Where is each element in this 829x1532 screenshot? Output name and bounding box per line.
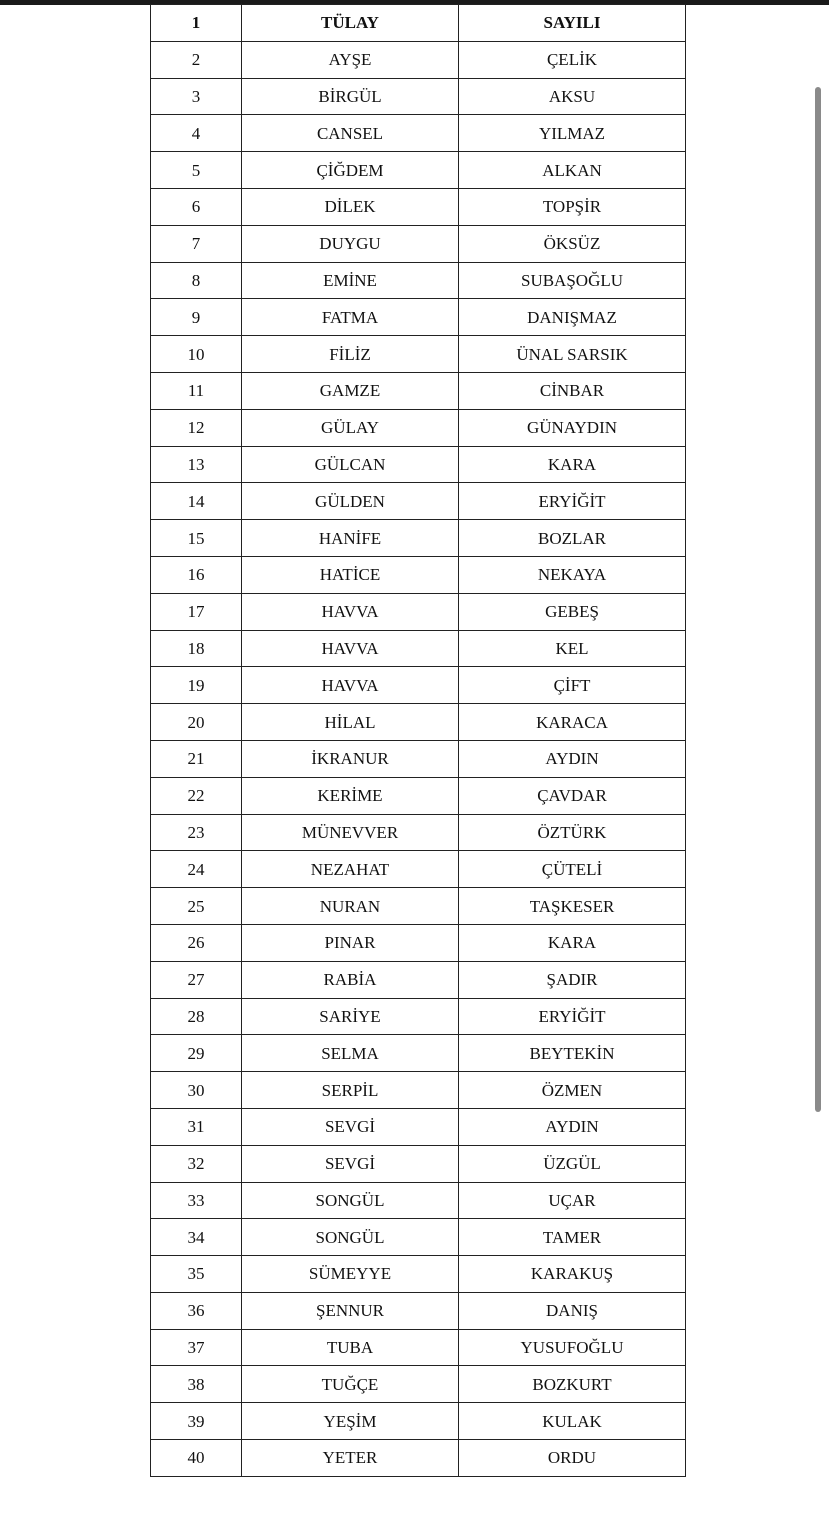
- last-name: CİNBAR: [459, 372, 686, 409]
- last-name: GÜNAYDIN: [459, 409, 686, 446]
- table-row: [151, 1145, 686, 1182]
- last-name: YUSUFOĞLU: [459, 1329, 686, 1366]
- last-name: UÇAR: [459, 1182, 686, 1219]
- last-name: ÜNAL SARSIK: [459, 336, 686, 373]
- last-name: ALKAN: [459, 152, 686, 189]
- first-name: HİLAL: [242, 704, 459, 741]
- table-row: [151, 704, 686, 741]
- table-row: [151, 777, 686, 814]
- last-name: AKSU: [459, 78, 686, 115]
- table-row: [151, 814, 686, 851]
- last-name: ÇELİK: [459, 41, 686, 78]
- first-name: SONGÜL: [242, 1219, 459, 1256]
- table-row: [151, 998, 686, 1035]
- last-name: ŞADIR: [459, 961, 686, 998]
- table-row: [151, 188, 686, 225]
- first-name: SÜMEYYE: [242, 1256, 459, 1293]
- row-number: 12: [151, 409, 242, 446]
- first-name: HATİCE: [242, 556, 459, 593]
- row-number: 20: [151, 704, 242, 741]
- first-name: YETER: [242, 1440, 459, 1477]
- table-row: [151, 152, 686, 189]
- first-name: HAVVA: [242, 630, 459, 667]
- last-name: ORDU: [459, 1440, 686, 1477]
- row-number: 21: [151, 740, 242, 777]
- first-name: SEVGİ: [242, 1145, 459, 1182]
- table-row: [151, 262, 686, 299]
- table-row: [151, 888, 686, 925]
- table-row: [151, 5, 686, 42]
- first-name: NEZAHAT: [242, 851, 459, 888]
- table-row: [151, 851, 686, 888]
- row-number: 27: [151, 961, 242, 998]
- row-number: 18: [151, 630, 242, 667]
- row-number: 16: [151, 556, 242, 593]
- last-name: KARAKUŞ: [459, 1256, 686, 1293]
- table-row: [151, 372, 686, 409]
- last-name: BOZLAR: [459, 520, 686, 557]
- row-number: 38: [151, 1366, 242, 1403]
- row-number: 1: [151, 5, 242, 42]
- row-number: 4: [151, 115, 242, 152]
- row-number: 39: [151, 1403, 242, 1440]
- table-row: [151, 1366, 686, 1403]
- last-name: ÖZMEN: [459, 1072, 686, 1109]
- last-name: KULAK: [459, 1403, 686, 1440]
- first-name: PINAR: [242, 924, 459, 961]
- first-name: NURAN: [242, 888, 459, 925]
- last-name: ÇAVDAR: [459, 777, 686, 814]
- table-row: [151, 1440, 686, 1477]
- first-name: GÜLAY: [242, 409, 459, 446]
- first-name: MÜNEVVER: [242, 814, 459, 851]
- row-number: 15: [151, 520, 242, 557]
- first-name: KERİME: [242, 777, 459, 814]
- row-number: 29: [151, 1035, 242, 1072]
- last-name: KEL: [459, 630, 686, 667]
- table-body: [151, 5, 686, 1477]
- row-number: 10: [151, 336, 242, 373]
- row-number: 34: [151, 1219, 242, 1256]
- table-row: [151, 1182, 686, 1219]
- table-row: [151, 924, 686, 961]
- first-name: AYŞE: [242, 41, 459, 78]
- table-row: [151, 1219, 686, 1256]
- table-row: [151, 115, 686, 152]
- table-row: [151, 1256, 686, 1293]
- last-name: TAMER: [459, 1219, 686, 1256]
- table-row: [151, 1072, 686, 1109]
- row-number: 11: [151, 372, 242, 409]
- row-number: 33: [151, 1182, 242, 1219]
- first-name: İKRANUR: [242, 740, 459, 777]
- row-number: 35: [151, 1256, 242, 1293]
- table-row: [151, 630, 686, 667]
- table-row: [151, 41, 686, 78]
- table-row: [151, 667, 686, 704]
- first-name: GÜLCAN: [242, 446, 459, 483]
- first-name: EMİNE: [242, 262, 459, 299]
- first-name: ÇİĞDEM: [242, 152, 459, 189]
- first-name: FATMA: [242, 299, 459, 336]
- last-name: ÇİFT: [459, 667, 686, 704]
- row-number: 28: [151, 998, 242, 1035]
- last-name: GEBEŞ: [459, 593, 686, 630]
- row-number: 13: [151, 446, 242, 483]
- table-row: [151, 1292, 686, 1329]
- last-name: BEYTEKİN: [459, 1035, 686, 1072]
- table-row: [151, 299, 686, 336]
- row-number: 7: [151, 225, 242, 262]
- last-name: KARACA: [459, 704, 686, 741]
- row-number: 3: [151, 78, 242, 115]
- row-number: 24: [151, 851, 242, 888]
- first-name: HANİFE: [242, 520, 459, 557]
- table-row: [151, 1108, 686, 1145]
- row-number: 36: [151, 1292, 242, 1329]
- last-name: TAŞKESER: [459, 888, 686, 925]
- table-row: [151, 78, 686, 115]
- first-name: TUBA: [242, 1329, 459, 1366]
- first-name: TUĞÇE: [242, 1366, 459, 1403]
- table-row: [151, 961, 686, 998]
- last-name: ERYİĞİT: [459, 998, 686, 1035]
- row-number: 9: [151, 299, 242, 336]
- table-row: [151, 556, 686, 593]
- first-name: GÜLDEN: [242, 483, 459, 520]
- row-number: 32: [151, 1145, 242, 1182]
- table-row: [151, 1035, 686, 1072]
- row-number: 17: [151, 593, 242, 630]
- last-name: AYDIN: [459, 740, 686, 777]
- names-table: [150, 4, 686, 1477]
- last-name: BOZKURT: [459, 1366, 686, 1403]
- first-name: YEŞİM: [242, 1403, 459, 1440]
- row-number: 30: [151, 1072, 242, 1109]
- last-name: TOPŞİR: [459, 188, 686, 225]
- row-number: 22: [151, 777, 242, 814]
- first-name: FİLİZ: [242, 336, 459, 373]
- first-name: SELMA: [242, 1035, 459, 1072]
- row-number: 23: [151, 814, 242, 851]
- first-name: TÜLAY: [242, 5, 459, 42]
- last-name: SUBAŞOĞLU: [459, 262, 686, 299]
- first-name: ŞENNUR: [242, 1292, 459, 1329]
- first-name: CANSEL: [242, 115, 459, 152]
- last-name: SAYILI: [459, 5, 686, 42]
- table-row: [151, 520, 686, 557]
- table-row: [151, 336, 686, 373]
- row-number: 26: [151, 924, 242, 961]
- last-name: AYDIN: [459, 1108, 686, 1145]
- table-row: [151, 225, 686, 262]
- row-number: 8: [151, 262, 242, 299]
- row-number: 19: [151, 667, 242, 704]
- first-name: BİRGÜL: [242, 78, 459, 115]
- first-name: RABİA: [242, 961, 459, 998]
- last-name: DANIŞMAZ: [459, 299, 686, 336]
- table-row: [151, 409, 686, 446]
- row-number: 31: [151, 1108, 242, 1145]
- scrollbar[interactable]: [815, 87, 821, 1112]
- first-name: HAVVA: [242, 667, 459, 704]
- last-name: KARA: [459, 446, 686, 483]
- last-name: NEKAYA: [459, 556, 686, 593]
- table-row: [151, 483, 686, 520]
- table-row: [151, 593, 686, 630]
- table-row: [151, 1403, 686, 1440]
- row-number: 40: [151, 1440, 242, 1477]
- last-name: YILMAZ: [459, 115, 686, 152]
- last-name: ÇÜTELİ: [459, 851, 686, 888]
- first-name: SONGÜL: [242, 1182, 459, 1219]
- row-number: 37: [151, 1329, 242, 1366]
- last-name: ÖZTÜRK: [459, 814, 686, 851]
- first-name: SARİYE: [242, 998, 459, 1035]
- table-row: [151, 1329, 686, 1366]
- first-name: GAMZE: [242, 372, 459, 409]
- row-number: 6: [151, 188, 242, 225]
- last-name: KARA: [459, 924, 686, 961]
- first-name: SERPİL: [242, 1072, 459, 1109]
- first-name: SEVGİ: [242, 1108, 459, 1145]
- first-name: DUYGU: [242, 225, 459, 262]
- row-number: 5: [151, 152, 242, 189]
- last-name: ÖKSÜZ: [459, 225, 686, 262]
- row-number: 2: [151, 41, 242, 78]
- table-row: [151, 740, 686, 777]
- row-number: 25: [151, 888, 242, 925]
- last-name: DANIŞ: [459, 1292, 686, 1329]
- last-name: ERYİĞİT: [459, 483, 686, 520]
- table-row: [151, 446, 686, 483]
- last-name: ÜZGÜL: [459, 1145, 686, 1182]
- first-name: DİLEK: [242, 188, 459, 225]
- first-name: HAVVA: [242, 593, 459, 630]
- row-number: 14: [151, 483, 242, 520]
